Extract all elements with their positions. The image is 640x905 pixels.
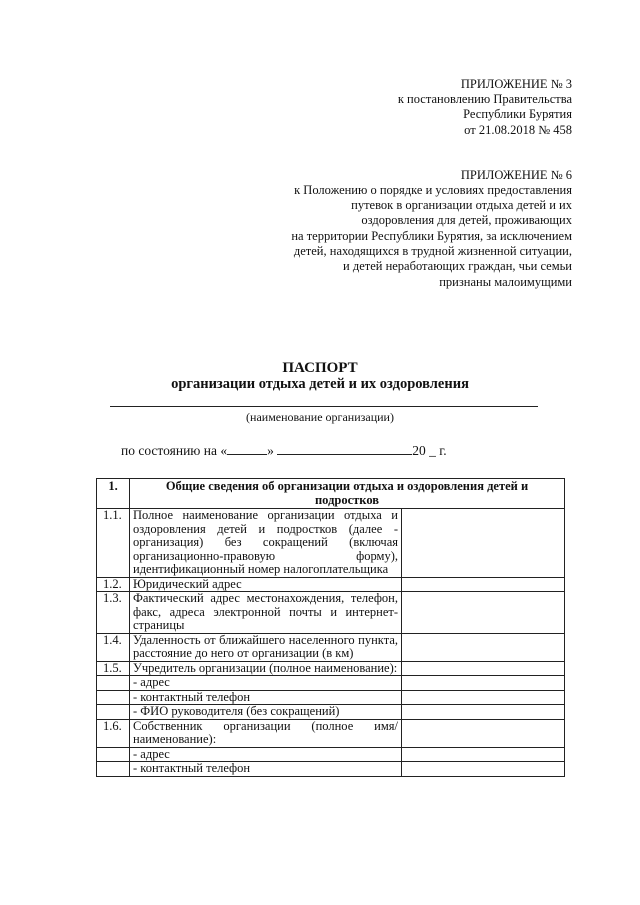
appendix3-title: ПРИЛОЖЕНИЕ № 3 bbox=[460, 77, 572, 91]
row-number bbox=[97, 747, 130, 762]
row-value-cell[interactable] bbox=[402, 509, 565, 578]
row-value-cell[interactable] bbox=[402, 705, 565, 720]
row-description: Фактический адрес местонахождения, телефон, факс, адреса электронной почты и интернет-страницы bbox=[130, 592, 402, 634]
passport-table bbox=[96, 478, 565, 777]
row-number bbox=[97, 676, 130, 691]
as-of-date-line bbox=[121, 443, 447, 459]
table-row bbox=[97, 577, 565, 592]
table-row bbox=[97, 633, 565, 661]
appendix6-line: оздоровления для детей, проживающих bbox=[361, 213, 572, 227]
row-number: 1.1. bbox=[97, 509, 130, 578]
table-row bbox=[97, 719, 565, 747]
table-row bbox=[97, 509, 565, 578]
table-row bbox=[97, 705, 565, 720]
row-value-cell[interactable] bbox=[402, 747, 565, 762]
row-value-cell[interactable] bbox=[402, 592, 565, 634]
row-number: 1.4. bbox=[97, 633, 130, 661]
row-number: 1.5. bbox=[97, 661, 130, 676]
row-value-cell[interactable] bbox=[402, 577, 565, 592]
section-number: 1. bbox=[97, 479, 130, 509]
appendix3-line: к постановлению Правительства bbox=[397, 92, 572, 106]
appendix6-line: признаны малоимущими bbox=[439, 275, 572, 289]
table-row bbox=[97, 676, 565, 691]
row-number: 1.2. bbox=[97, 577, 130, 592]
row-description: Собственник организации (полное имя/наименование): bbox=[130, 719, 402, 747]
document-title: ПАСПОРТ bbox=[282, 360, 358, 376]
table-row bbox=[97, 690, 565, 705]
row-description: Полное наименование организации отдыха и оздоровления детей и подростков (далее - организация) без сокращений (включая организационно-правовую форму), идентификационный номер налогоплательщика bbox=[130, 509, 402, 578]
row-value-cell[interactable] bbox=[402, 676, 565, 691]
table-row bbox=[97, 661, 565, 676]
table-row bbox=[97, 762, 565, 777]
month-blank bbox=[277, 443, 412, 455]
row-value-cell[interactable] bbox=[402, 661, 565, 676]
org-name-caption: (наименование организации) bbox=[246, 410, 394, 424]
row-description: - контактный телефон bbox=[130, 762, 402, 777]
row-description: Учредитель организации (полное наименование): bbox=[130, 661, 402, 676]
day-blank bbox=[227, 443, 267, 455]
appendix6-line: и детей неработающих граждан, чьи семьи bbox=[343, 259, 572, 273]
row-description: Юридический адрес bbox=[130, 577, 402, 592]
row-description: - контактный телефон bbox=[130, 690, 402, 705]
row-description: - ФИО руководителя (без сокращений) bbox=[130, 705, 402, 720]
as-of-year: 20 _ г. bbox=[412, 443, 447, 458]
row-value-cell[interactable] bbox=[402, 633, 565, 661]
row-number bbox=[97, 705, 130, 720]
appendix6-line: к Положению о порядке и условиях предоставления bbox=[294, 183, 572, 197]
as-of-mid: » bbox=[267, 443, 274, 458]
row-value-cell[interactable] bbox=[402, 690, 565, 705]
appendix3-date: от 21.08.2018 № 458 bbox=[464, 123, 572, 137]
row-number bbox=[97, 762, 130, 777]
section-title: Общие сведения об организации отдыха и оздоровления детей и подростков bbox=[130, 479, 565, 509]
row-description: Удаленность от ближайшего населенного пункта, расстояние до него от организации (в км) bbox=[130, 633, 402, 661]
row-value-cell[interactable] bbox=[402, 719, 565, 747]
table-row bbox=[97, 592, 565, 634]
document-subtitle: организации отдыха детей и их оздоровления bbox=[171, 376, 469, 392]
row-number: 1.3. bbox=[97, 592, 130, 634]
table-row bbox=[97, 747, 565, 762]
appendix6-line: путевок в организации отдыха детей и их bbox=[351, 198, 572, 212]
row-value-cell[interactable] bbox=[402, 762, 565, 777]
as-of-prefix: по состоянию на « bbox=[121, 443, 228, 458]
org-name-line bbox=[110, 406, 538, 407]
section-header-row bbox=[97, 479, 565, 509]
row-number: 1.6. bbox=[97, 719, 130, 747]
appendix6-title: ПРИЛОЖЕНИЕ № 6 bbox=[460, 168, 572, 182]
row-description: - адрес bbox=[130, 676, 402, 691]
appendix3-line: Республики Бурятия bbox=[463, 107, 572, 121]
appendix6-line: детей, находящихся в трудной жизненной ситуации, bbox=[293, 244, 572, 258]
row-description: - адрес bbox=[130, 747, 402, 762]
row-number bbox=[97, 690, 130, 705]
appendix6-line: на территории Республики Бурятия, за исключением bbox=[291, 229, 572, 243]
